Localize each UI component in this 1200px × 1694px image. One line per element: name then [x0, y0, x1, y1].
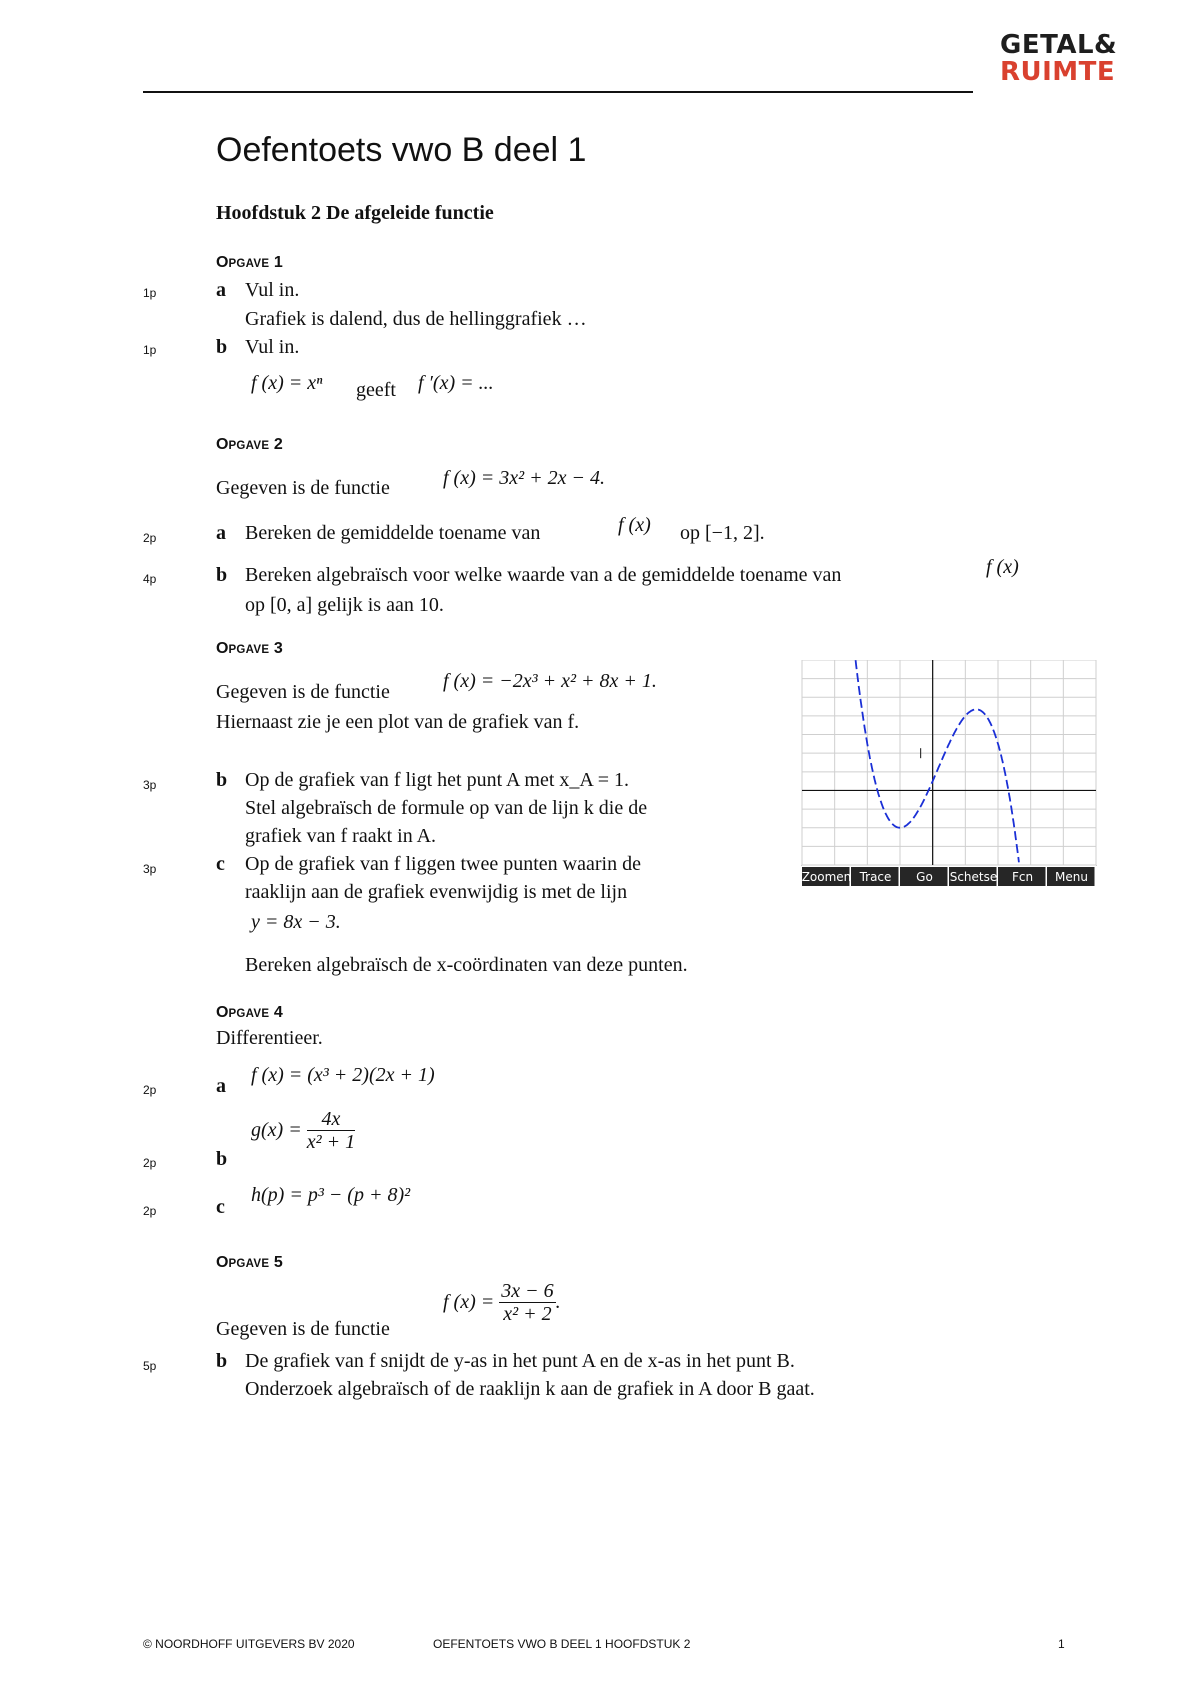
formula-4a: f (x) = (x³ + 2)(2x + 1) [251, 1064, 435, 1086]
text-5b-line1: De grafiek van f snijdt de y-as in het punt A en de x-as in het punt B. [245, 1350, 795, 1372]
page-title: Oefentoets vwo B deel 1 [216, 131, 587, 169]
points-2a: 2p [143, 531, 157, 545]
label-2a: a [216, 522, 226, 544]
label-4a: a [216, 1075, 226, 1097]
opgave-2-heading: OPGAVE 2 [216, 436, 283, 453]
calc-menu-label: Schetse [949, 870, 998, 884]
footer-doc-title: OEFENTOETS VWO B DEEL 1 HOOFDSTUK 2 [433, 1637, 691, 1651]
label-4b: b [216, 1148, 228, 1170]
text-3c-line3: Bereken algebraïsch de x-coördinaten van deze punten. [245, 954, 688, 976]
points-1a: 1p [143, 286, 157, 300]
text-2a: Bereken de gemiddelde toename van [245, 522, 541, 544]
opgave-1-heading: OPGAVE 1 [216, 254, 283, 271]
points-4a: 2p [143, 1083, 157, 1097]
text-2b-line2: op [0, a] gelijk is aan 10. [245, 594, 444, 616]
text-1a-line1: Vul in. [245, 279, 300, 301]
footer-copyright: © NOORDHOFF UITGEVERS BV 2020 [143, 1637, 355, 1651]
points-4c: 2p [143, 1204, 157, 1218]
formula-2: f (x) = 3x² + 2x − 4. [443, 467, 605, 489]
points-4b: 2p [143, 1156, 157, 1170]
calc-menu-label: Fcn [1011, 870, 1034, 884]
text-1a-line2: Grafiek is dalend, dus de hellinggrafiek … [245, 308, 587, 330]
text-1b-line1: Vul in. [245, 336, 300, 358]
opgave-4-heading: OPGAVE 4 [216, 1004, 283, 1021]
label-2b: b [216, 564, 228, 586]
formula-3: f (x) = −2x³ + x² + 8x + 1. [443, 670, 657, 692]
calc-menu-label: Go [916, 870, 933, 884]
text-2-intro: Gegeven is de functie [216, 477, 390, 499]
calculator-plot [801, 660, 1097, 886]
logo-ruimte: RUIMTE [1000, 57, 1116, 87]
points-3c: 3p [143, 862, 157, 876]
text-3b-line1: Op de grafiek van f ligt het punt A met x_A = 1. [245, 769, 629, 791]
points-1b: 1p [143, 343, 157, 357]
formula-2a-fx: f (x) [618, 514, 651, 536]
text-3-plot: Hiernaast zie je een plot van de grafiek van f. [216, 711, 580, 733]
chapter-heading: Hoofdstuk 2 De afgeleide functie [216, 202, 494, 224]
text-3b-line3: grafiek van f raakt in A. [245, 825, 437, 847]
formula-4b: g(x) = $\frac{4x}{\text{x² + 1}}$ [251, 1108, 356, 1153]
label-1b: b [216, 336, 228, 358]
formula-5: f (x) = $\frac{3x - 6}{\text{x² + 2}}$ . [443, 1280, 561, 1325]
text-4-intro: Differentieer. [216, 1027, 323, 1049]
label-5b: b [216, 1350, 228, 1372]
text-3c-line2: raaklijn aan de grafiek evenwijdig is met de lijn [245, 881, 628, 903]
points-5b: 5p [143, 1359, 157, 1373]
text-2a-tail: op [−1, 2]. [680, 522, 765, 544]
text-3-intro: Gegeven is de functie [216, 681, 390, 703]
plot-area [802, 660, 1096, 865]
text-5b-line2: Onderzoek algebraïsch of de raaklijn k aan de grafiek in A door B gaat. [245, 1378, 815, 1400]
formula-3c: y = 8x − 3. [251, 911, 341, 933]
points-2b: 4p [143, 572, 157, 586]
footer-page-number: 1 [1058, 1637, 1065, 1651]
logo-getal: GETAL& [1000, 30, 1118, 60]
text-1b-geeft: geeft [356, 379, 396, 401]
label-1a: a [216, 279, 226, 301]
header-rule [143, 91, 973, 93]
label-4c: c [216, 1196, 225, 1218]
formula-1b-left: f (x) = xⁿ [251, 372, 323, 394]
calc-menu-label: Zoomen [801, 870, 852, 884]
text-5-intro: Gegeven is de functie [216, 1318, 390, 1340]
text-3b-line2: Stel algebraïsch de formule op van de lijn k die de [245, 797, 648, 819]
text-2b-line1: Bereken algebraïsch voor welke waarde van a de gemiddelde toename van [245, 564, 842, 586]
opgave-3-heading: OPGAVE 3 [216, 640, 283, 657]
label-3c: c [216, 853, 225, 875]
label-3b: b [216, 769, 228, 791]
text-3c-line1: Op de grafiek van f liggen twee punten waarin de [245, 853, 641, 875]
calc-menu-label: Trace [859, 870, 892, 884]
formula-4c: h(p) = p³ − (p + 8)² [251, 1184, 411, 1206]
formula-1b-right: f ′(x) = ... [418, 372, 494, 394]
opgave-5-heading: OPGAVE 5 [216, 1254, 283, 1271]
calc-menu-label: Menu [1055, 870, 1088, 884]
formula-2b-fx: f (x) [986, 556, 1019, 578]
points-3b: 3p [143, 778, 157, 792]
